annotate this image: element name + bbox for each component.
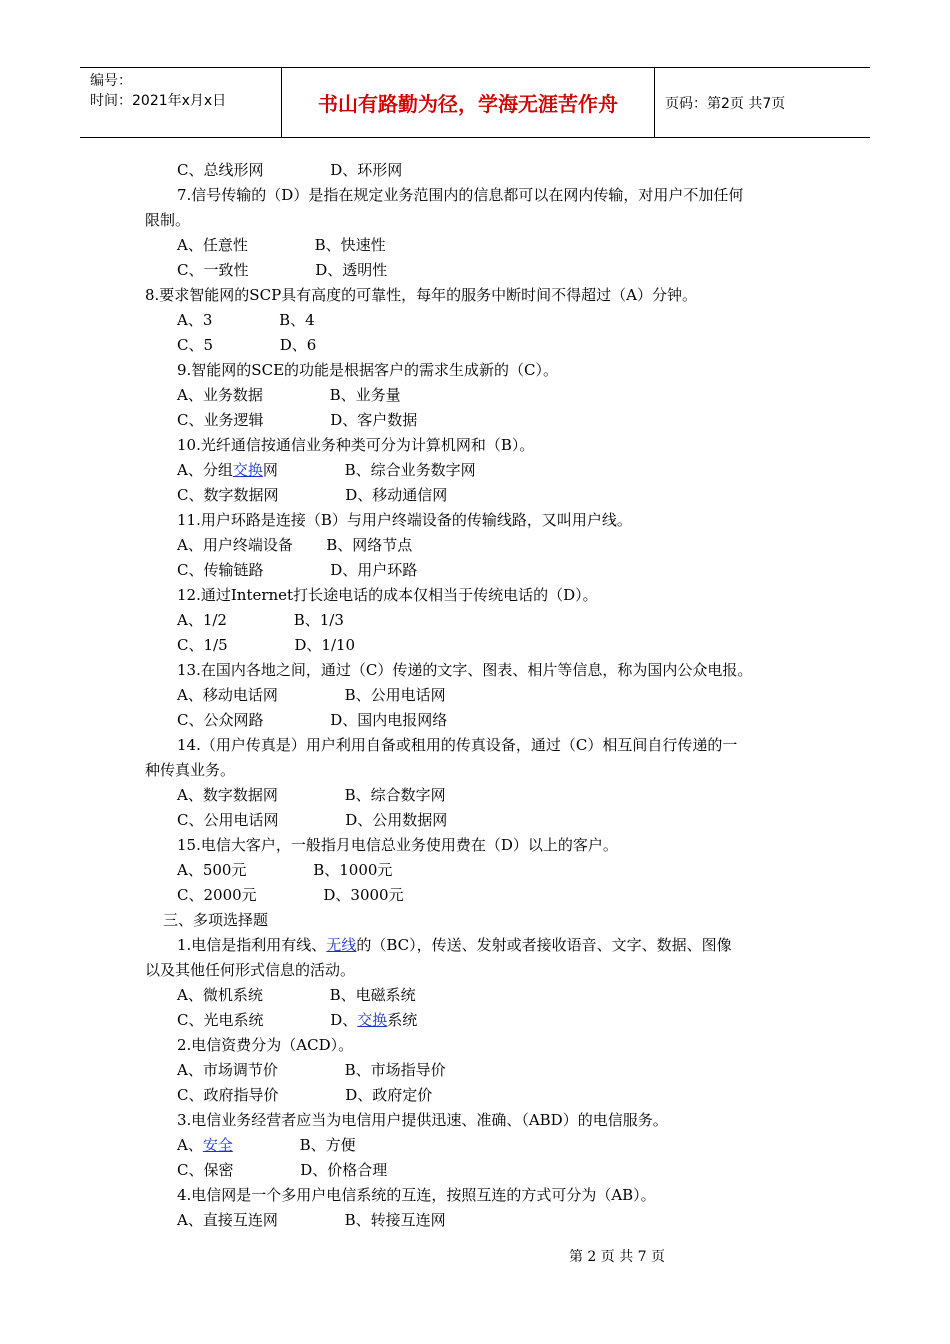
text-line: A、数字数据网 B、综合数字网 [177, 786, 446, 804]
header-motto: 书山有路勤为径，学海无涯苦作舟 [282, 68, 655, 137]
text-line: C、1/5 D、1/10 [177, 636, 356, 654]
text-line: 以及其他任何形式信息的活动。 [145, 961, 356, 979]
document-number-label: 编号： [90, 73, 132, 89]
hyperlink[interactable]: 安全 [202, 1136, 233, 1154]
text-line: 9.智能网的SCE的功能是根据客户的需求生成新的（C）。 [177, 361, 558, 379]
text-line: A、3 B、4 [177, 311, 315, 329]
text-line: A、分组交换网 B、综合业务数字网 [177, 461, 476, 479]
hyperlink[interactable]: 交换 [232, 461, 263, 479]
text-line: 14.（用户传真是）用户利用自备或租用的传真设备，通过（C）相互间自行传递的一 [177, 736, 738, 754]
text-line: C、政府指导价 D、政府定价 [177, 1086, 433, 1104]
footer-page-number: 第 2 页 共 7 页 [568, 1249, 666, 1265]
text-line: 12.通过Internet打长途电话的成本仅相当于传统电话的（D）。 [177, 586, 598, 604]
text-line: 15.电信大客户，一般指月电信总业务使用费在（D）以上的客户。 [177, 836, 618, 854]
text-line: A、市场调节价 B、市场指导价 [177, 1061, 446, 1079]
hyperlink[interactable]: 无线 [326, 936, 357, 954]
text-line: C、公众网路 D、国内电报网络 [177, 711, 448, 729]
text-line: A、用户终端设备 B、网络节点 [177, 536, 413, 554]
hyperlink[interactable]: 交换 [357, 1011, 388, 1029]
text-line: C、5 D、6 [177, 336, 317, 354]
text-line: A、业务数据 B、业务量 [177, 386, 401, 404]
text-line: 3.电信业务经营者应当为电信用户提供迅速、准确、（ABD）的电信服务。 [177, 1111, 668, 1129]
header-page-info: 页码：第2页 共7页 [665, 95, 786, 112]
text-line: 1.电信是指利用有线、无线的（BC），传送、发射或者接收语音、文字、数据、图像 [177, 936, 732, 954]
document-time-label: 时间：2021年x月x日 [90, 93, 227, 109]
text-line: C、光电系统 D、交换系统 [177, 1011, 418, 1029]
text-line: 7.信号传输的（D）是指在规定业务范围内的信息都可以在网内传输，对用户不加任何 [177, 186, 744, 204]
text-line: A、微机系统 B、电磁系统 [177, 986, 416, 1004]
text-line: A、1/2 B、1/3 [177, 611, 344, 629]
text-line: C、传输链路 D、用户环路 [177, 561, 418, 579]
text-line: 13.在国内各地之间，通过（C）传递的文字、图表、相片等信息，称为国内公众电报。 [177, 661, 753, 679]
document-body [145, 158, 815, 1233]
text-line: A、安全 B、方便 [177, 1136, 356, 1154]
text-line: 8.要求智能网的SCP具有高度的可靠性，每年的服务中断时间不得超过（A）分钟。 [145, 286, 697, 304]
text-line: A、500元 B、1000元 [177, 861, 393, 879]
text-line: 三、多项选择题 [163, 911, 269, 929]
text-line: 2.电信资费分为（ACD）。 [177, 1036, 354, 1054]
text-line: 4.电信网是一个多用户电信系统的互连，按照互连的方式可分为（AB）。 [177, 1186, 656, 1204]
text-line: 10.光纤通信按通信业务种类可分为计算机网和（B）。 [177, 436, 535, 454]
text-line: 11.用户环路是连接（B）与用户终端设备的传输线路，又叫用户线。 [177, 511, 632, 529]
text-line: C、总线形网 D、环形网 [177, 161, 403, 179]
page-footer [0, 1246, 950, 1266]
page-header [80, 67, 870, 138]
text-line: C、保密 D、价格合理 [177, 1161, 388, 1179]
text-line: A、任意性 B、快速性 [177, 236, 386, 254]
text-line: 限制。 [145, 211, 191, 229]
header-meta [80, 68, 282, 137]
text-line: A、移动电话网 B、公用电话网 [177, 686, 446, 704]
text-line: C、一致性 D、透明性 [177, 261, 388, 279]
text-line: C、业务逻辑 D、客户数据 [177, 411, 418, 429]
text-line: C、2000元 D、3000元 [177, 886, 404, 904]
text-line: A、直接互连网 B、转接互连网 [177, 1211, 446, 1229]
text-line: 种传真业务。 [145, 761, 236, 779]
text-line: C、数字数据网 D、移动通信网 [177, 486, 448, 504]
text-line: C、公用电话网 D、公用数据网 [177, 811, 448, 829]
